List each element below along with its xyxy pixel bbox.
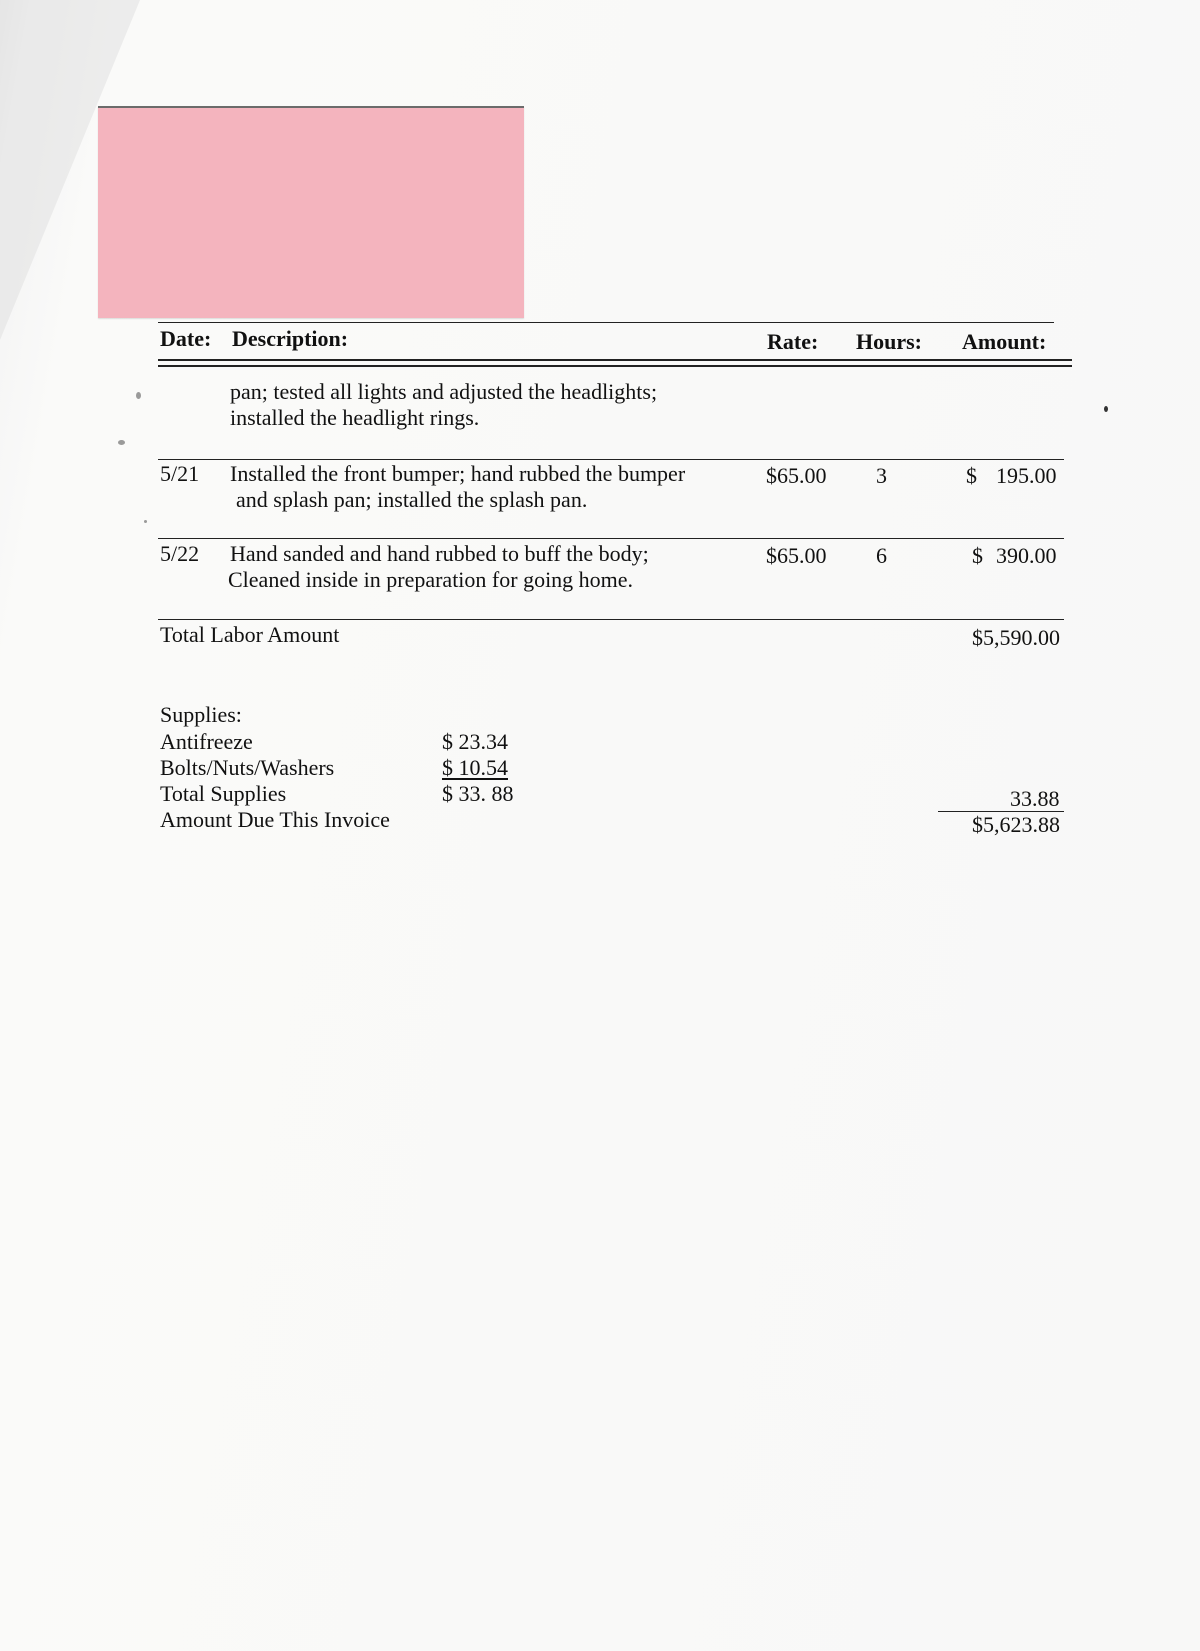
header-amount: Amount: xyxy=(962,329,1047,354)
amount-due-label: Amount Due This Invoice xyxy=(160,807,390,832)
header-date: Date: xyxy=(160,326,212,351)
row-hours: 6 xyxy=(876,543,887,568)
header-double-rule-2 xyxy=(158,365,1072,367)
row-rule-5-22 xyxy=(158,538,1064,539)
row-amount: 390.00 xyxy=(996,543,1057,568)
row-amount-symbol: $ xyxy=(966,463,977,488)
row-rate: $65.00 xyxy=(766,543,827,568)
row-rate: $65.00 xyxy=(766,463,827,488)
row-hours: 3 xyxy=(876,463,887,488)
header-hours: Hours: xyxy=(856,329,922,354)
continuation-line-2: installed the headlight rings. xyxy=(230,405,480,430)
total-supplies-label: Total Supplies xyxy=(160,781,287,806)
row-description-line-1: Hand sanded and hand rubbed to buff the body; xyxy=(230,541,649,566)
row-description-line-1: Installed the front bumper; hand rubbed the bumper xyxy=(230,461,686,486)
scan-speck xyxy=(1104,406,1108,412)
continuation-line-1: pan; tested all lights and adjusted the headlights; xyxy=(230,379,658,404)
supply-item-label: Antifreeze xyxy=(160,729,253,754)
supply-item-label: Bolts/Nuts/Washers xyxy=(160,755,335,780)
row-amount: 195.00 xyxy=(996,463,1057,488)
header-double-rule-1 xyxy=(158,359,1072,361)
scan-speck xyxy=(136,392,141,399)
total-supplies-amount-right: 33.88 xyxy=(1010,786,1060,811)
header-top-rule xyxy=(158,322,1054,323)
header-rate: Rate: xyxy=(767,329,819,354)
total-labor-amount: $5,590.00 xyxy=(972,625,1060,650)
header-description: Description: xyxy=(232,326,349,351)
scan-speck xyxy=(118,440,125,445)
total-labor-label: Total Labor Amount xyxy=(160,622,340,647)
redaction-block xyxy=(98,106,524,318)
row-description-line-2: Cleaned inside in preparation for going home. xyxy=(228,567,634,592)
supply-item-amount: $ 10.54 xyxy=(442,755,508,780)
amount-due-amount: $5,623.88 xyxy=(972,812,1060,837)
row-description-line-2: and splash pan; installed the splash pan. xyxy=(236,487,588,512)
supplies-heading: Supplies: xyxy=(160,702,242,727)
total-supplies-amount: $ 33. 88 xyxy=(442,781,514,806)
total-labor-rule xyxy=(158,619,1064,620)
row-date: 5/22 xyxy=(160,541,200,566)
scan-speck xyxy=(144,520,147,523)
row-amount-symbol: $ xyxy=(972,543,983,568)
row-rule-5-21 xyxy=(158,459,1064,460)
row-date: 5/21 xyxy=(160,461,200,486)
supply-item-amount: $ 23.34 xyxy=(442,729,508,754)
